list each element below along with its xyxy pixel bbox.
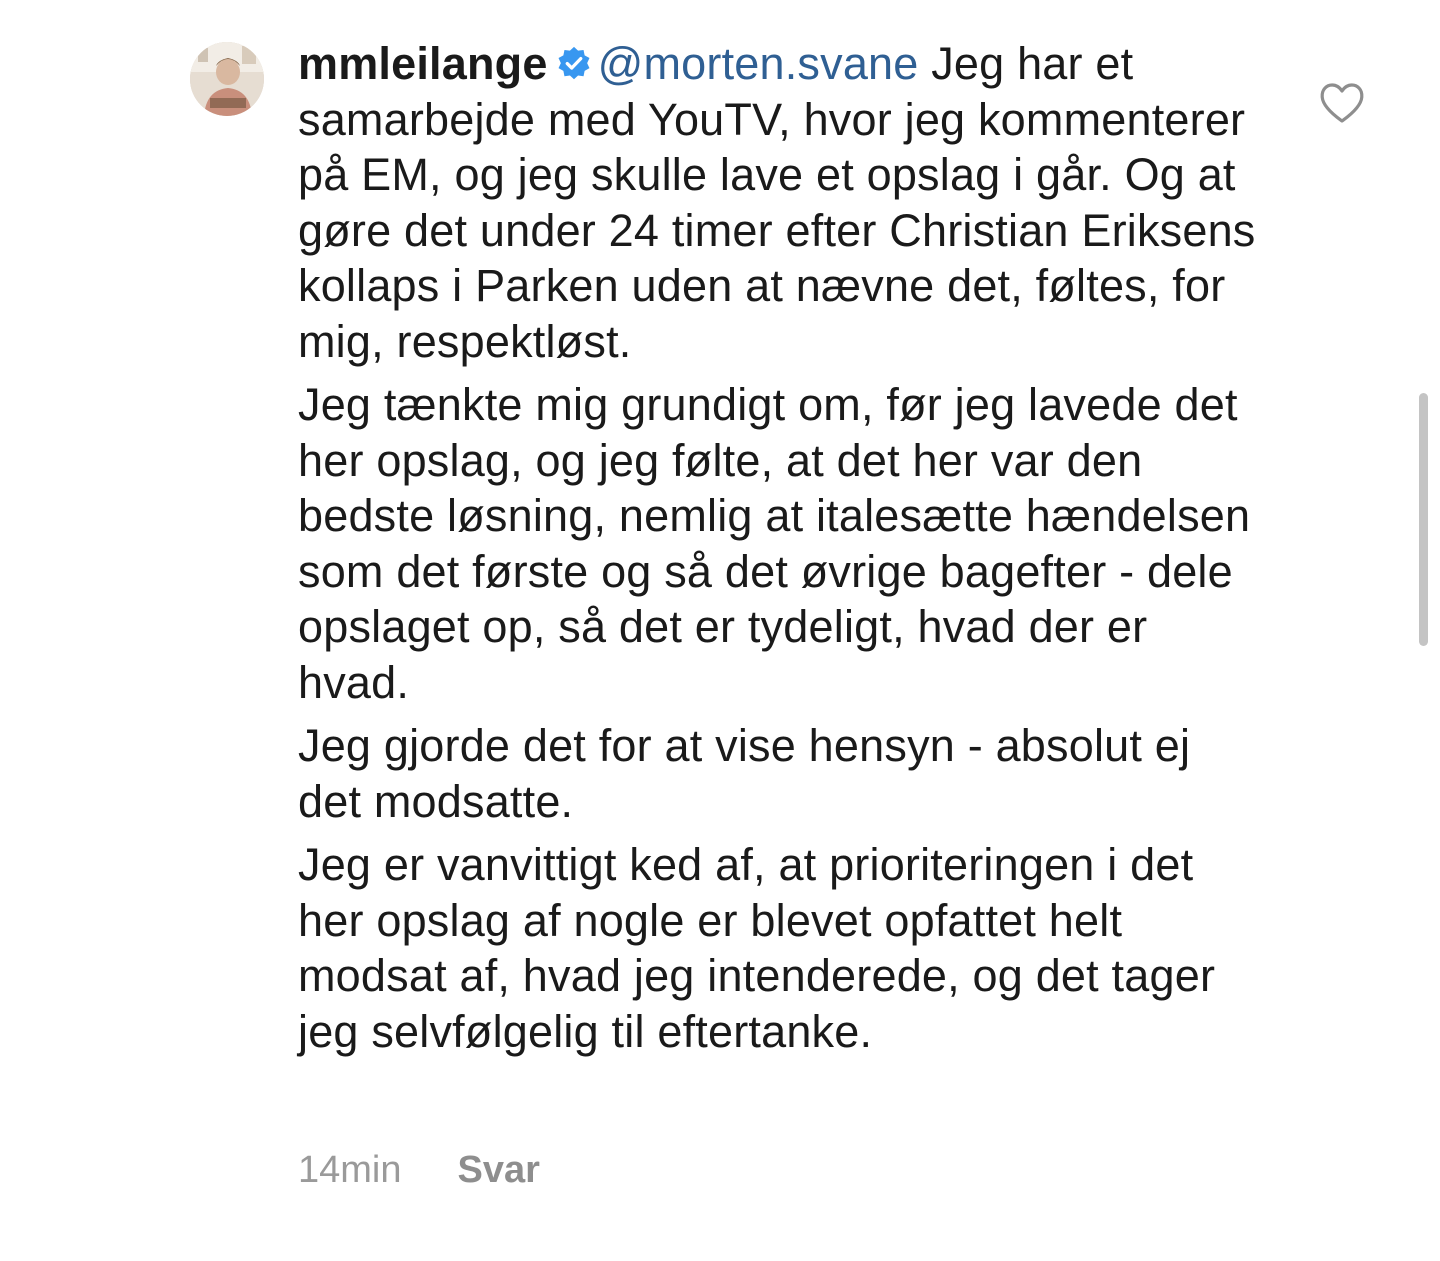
comment-paragraph-1 — [298, 36, 1258, 369]
avatar-image — [190, 42, 264, 116]
comment-timestamp: 14min — [298, 1149, 402, 1191]
comment-meta — [298, 1146, 540, 1194]
comment-paragraph-3: Jeg gjorde det for at vise hensyn - absolut ej det modsatte. — [298, 720, 1191, 827]
verified-badge-icon — [556, 46, 592, 82]
mention-link[interactable]: @morten.svane — [597, 38, 919, 89]
reply-button[interactable]: Svar — [457, 1149, 540, 1191]
comment-paragraph-2: Jeg tænkte mig grundigt om, før jeg lavede det her opslag, og jeg følte, at det her var den bedste løsning, nemlig at italesætte hændelsen som det første og så det øvrige bagefter - dele opslaget op, så det er tydeligt, hvad der er hvad. — [298, 379, 1251, 708]
scrollbar-thumb[interactable] — [1419, 393, 1428, 646]
avatar[interactable] — [190, 42, 264, 116]
heart-outline-icon[interactable] — [1318, 80, 1366, 126]
comment-paragraph-4: Jeg er vanvittigt ked af, at prioriteringen i det her opslag af nogle er blevet opfattet helt modsat af, hvad jeg intenderede, og det tager jeg selvfølgelig til eftertanke. — [298, 839, 1216, 1057]
comment-body — [298, 36, 1258, 1067]
username[interactable]: mmleilange — [298, 38, 548, 89]
paragraph-text: Jeg har et samarbejde med YouTV, hvor jeg kommenterer på EM, og jeg skulle lave et opslag i går. Og at gøre det under 24 timer efter Christian Eriksens kollaps i Parken uden at nævne det, føltes, for mig, respektløst. — [298, 38, 1256, 367]
